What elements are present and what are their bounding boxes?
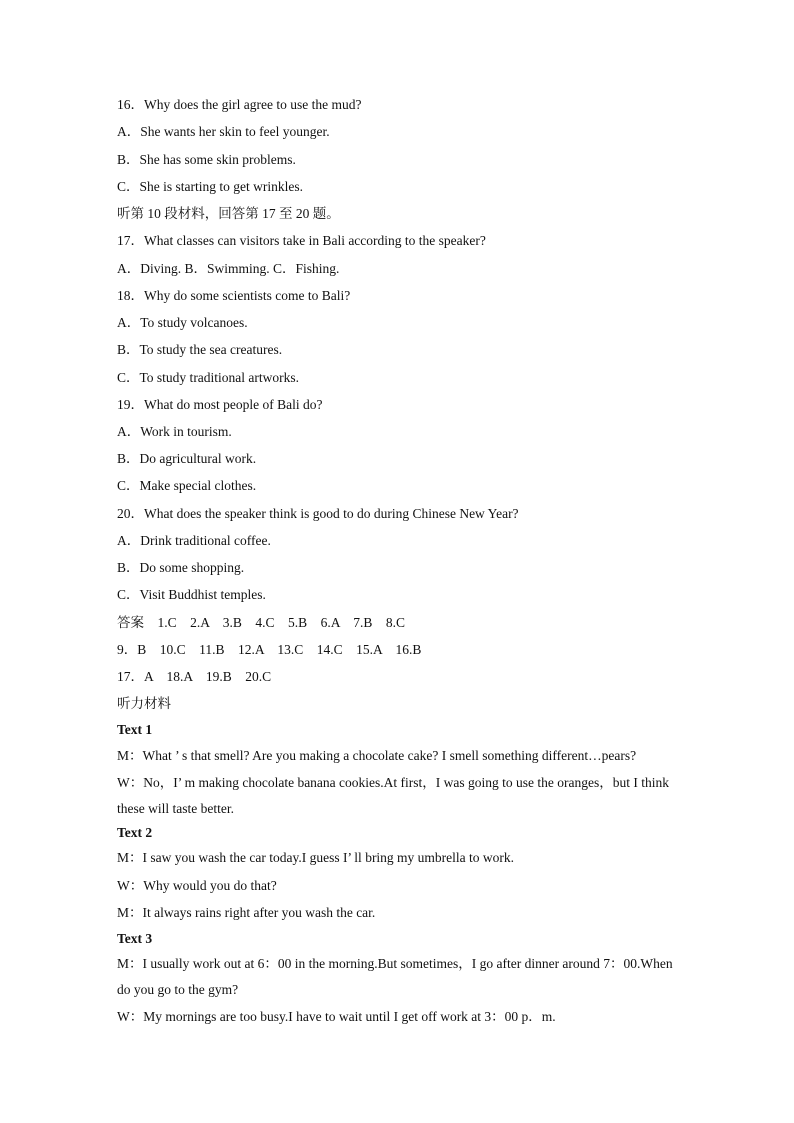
option-18c: C．To study traditional artworks. [117, 370, 300, 385]
text-2-man-1: M：I saw you wash the car today.I guess I’ ll bring my umbrella to work. [117, 850, 515, 865]
option-20b: B．Do some shopping. [117, 560, 245, 575]
question-18: 18．Why do some scientists come to Bali? [117, 288, 351, 303]
text-2-heading: Text 2 [117, 825, 153, 840]
question-17: 17．What classes can visitors take in Bali according to the speaker? [117, 233, 486, 248]
option-19a: A．Work in tourism. [117, 424, 232, 439]
option-16b: B．She has some skin problems. [117, 152, 296, 167]
option-20a: A．Drink traditional coffee. [117, 533, 271, 548]
answers-line-3: 17．A 18.A 19.B 20.C [117, 669, 272, 684]
text-1-woman: W：No，I’ m making chocolate banana cookies.At first，I was going to use the oranges，but I think these will taste better. [117, 775, 669, 816]
question-19: 19．What do most people of Bali do? [117, 397, 323, 412]
answers-line-1: 答案 1.C 2.A 3.B 4.C 5.B 6.A 7.B 8.C [117, 615, 406, 630]
text-3-heading: Text 3 [117, 931, 153, 946]
text-1-heading: Text 1 [117, 722, 153, 737]
text-1-man: M：What ’ s that smell? Are you making a chocolate cake? I smell something different…pears? [117, 748, 637, 763]
question-16: 16．Why does the girl agree to use the mud? [117, 97, 362, 112]
option-18a: A．To study volcanoes. [117, 315, 248, 330]
options-17: A．Diving. B．Swimming. C．Fishing. [117, 261, 340, 276]
option-19c: C．Make special clothes. [117, 478, 257, 493]
listening-material-label: 听力材料 [117, 696, 171, 711]
text-2-man-2: M：It always rains right after you wash the car. [117, 905, 376, 920]
text-2-woman: W：Why would you do that? [117, 878, 277, 893]
option-16a: A．She wants her skin to feel younger. [117, 124, 330, 139]
option-16c: C．She is starting to get wrinkles. [117, 179, 303, 194]
option-19b: B．Do agricultural work. [117, 451, 257, 466]
answers-line-2: 9．B 10.C 11.B 12.A 13.C 14.C 15.A 16.B [117, 642, 422, 657]
question-20: 20．What does the speaker think is good to do during Chinese New Year? [117, 506, 519, 521]
option-18b: B．To study the sea creatures. [117, 342, 283, 357]
option-20c: C．Visit Buddhist temples. [117, 587, 266, 602]
text-3-man: M：I usually work out at 6：00 in the morning.But sometimes，I go after dinner around 7：00.When do you go to the gym? [117, 956, 673, 997]
text-3-woman: W：My mornings are too busy.I have to wait until I get off work at 3：00 p．m. [117, 1009, 556, 1024]
section-instruction: 听第 10 段材料，回答第 17 至 20 题。 [117, 206, 340, 221]
